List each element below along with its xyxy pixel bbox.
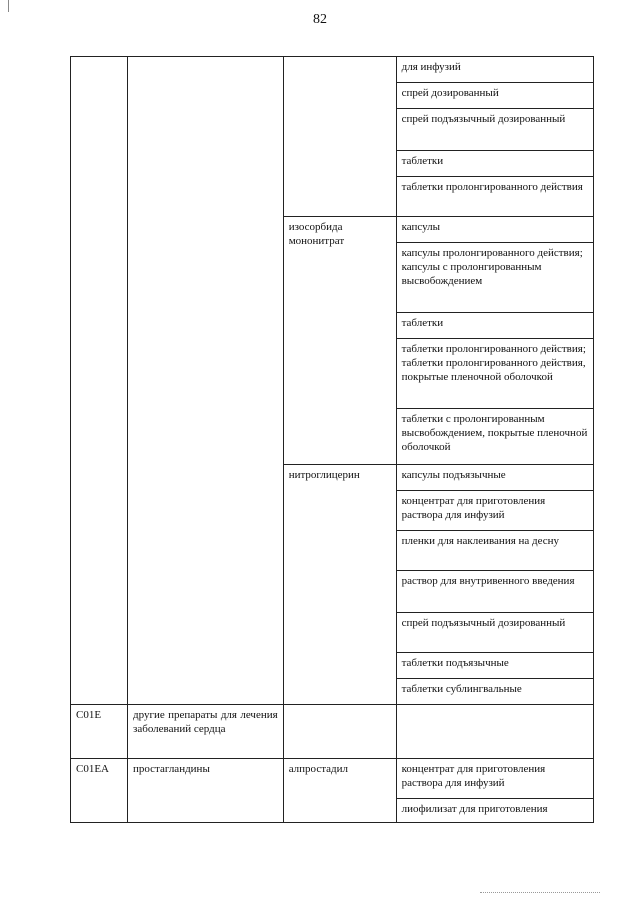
form-cell: таблетки подъязычные bbox=[396, 653, 593, 679]
form-cell: таблетки bbox=[396, 313, 593, 339]
form-cell: таблетки пролонгированного действия; таблетки пролонгированного действия, покрытые пленочной оболочкой bbox=[396, 339, 593, 409]
page-number: 82 bbox=[313, 12, 327, 27]
form-cell: таблетки bbox=[396, 151, 593, 177]
code-cell: C01EA bbox=[71, 759, 128, 823]
form-cell: таблетки с пролонгированным высвобождением, покрытые пленочной оболочкой bbox=[396, 409, 593, 465]
drug-cell: нитроглицерин bbox=[283, 465, 396, 705]
form-cell: таблетки сублингвальные bbox=[396, 679, 593, 705]
form-cell: пленки для наклеивания на десну bbox=[396, 531, 593, 571]
form-cell: капсулы подъязычные bbox=[396, 465, 593, 491]
drug-cell bbox=[283, 57, 396, 217]
form-cell: таблетки пролонгированного действия bbox=[396, 177, 593, 217]
form-cell: капсулы bbox=[396, 217, 593, 243]
form-cell: концентрат для приготовления раствора для инфузий bbox=[396, 759, 593, 799]
table-row bbox=[71, 705, 594, 759]
form-cell: капсулы пролонгированного действия; капсулы с пролонгированным высвобождением bbox=[396, 243, 593, 313]
drug-cell: изосорбида мононитрат bbox=[283, 217, 396, 465]
table-row bbox=[71, 57, 594, 83]
group-cell bbox=[128, 57, 284, 705]
form-cell: спрей подъязычный дозированный bbox=[396, 613, 593, 653]
scan-corner-mark bbox=[0, 0, 9, 12]
drug-cell bbox=[283, 705, 396, 759]
form-cell: спрей подъязычный дозированный bbox=[396, 109, 593, 151]
form-cell: концентрат для приготовления раствора для инфузий bbox=[396, 491, 593, 531]
table-row bbox=[71, 759, 594, 799]
code-cell bbox=[71, 57, 128, 705]
form-cell: раствор для внутривенного введения bbox=[396, 571, 593, 613]
form-cell: спрей дозированный bbox=[396, 83, 593, 109]
code-cell: C01E bbox=[71, 705, 128, 759]
form-cell: для инфузий bbox=[396, 57, 593, 83]
medication-table bbox=[70, 56, 594, 823]
form-cell: лиофилизат для приготовления bbox=[396, 799, 593, 823]
group-cell: другие препараты для лечения заболеваний сердца bbox=[128, 705, 284, 759]
form-cell bbox=[396, 705, 593, 759]
scan-footer-mark bbox=[480, 892, 600, 894]
group-cell: простагландины bbox=[128, 759, 284, 823]
drug-cell: алпростадил bbox=[283, 759, 396, 823]
